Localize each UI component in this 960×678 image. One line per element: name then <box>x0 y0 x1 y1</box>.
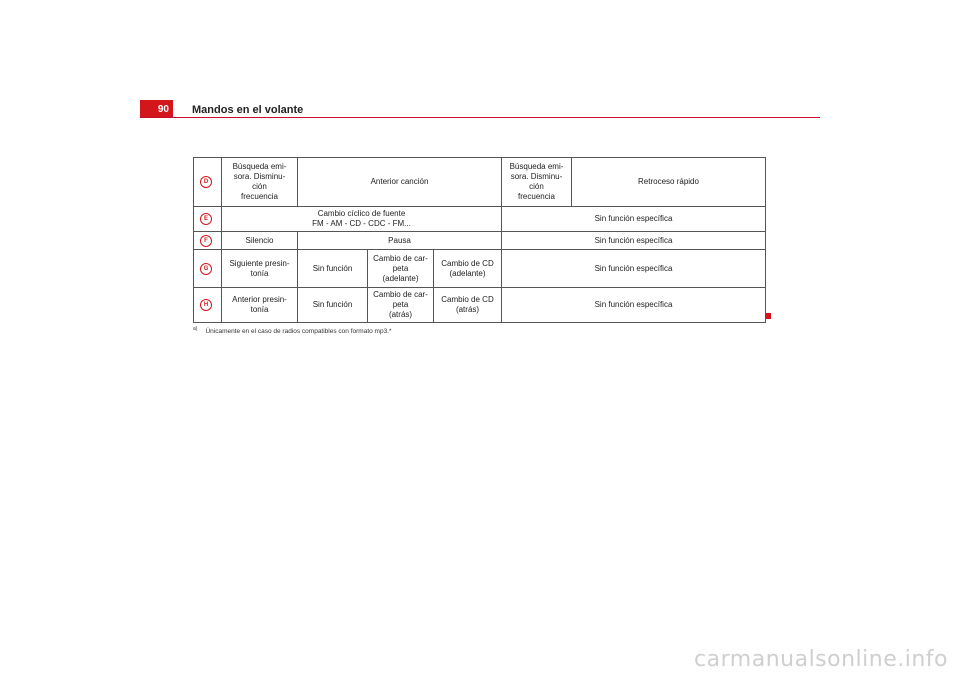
row-key-cell <box>194 288 222 323</box>
table-cell <box>298 158 502 207</box>
cell-text: Cambio de car- peta (adelante) <box>373 253 428 283</box>
cell-text: Pausa <box>388 235 411 245</box>
table-cell <box>502 207 766 232</box>
footnote-text: Únicamente en el caso de radios compatibles con formato mp3.* <box>205 328 392 336</box>
function-table <box>193 157 766 323</box>
page-number: 90 <box>140 100 173 118</box>
cell-text: Anterior presin- tonía <box>232 295 287 314</box>
watermark: carmanualsonline.info <box>694 647 948 672</box>
control-key-badge: E <box>200 213 212 225</box>
cell-text: Sin función específica <box>594 235 673 245</box>
table-cell <box>434 288 502 323</box>
cell-text: Anterior canción <box>370 177 429 186</box>
table-row <box>194 232 766 250</box>
table-cell <box>572 158 766 207</box>
cell-text: Sin función <box>312 263 353 273</box>
cell-text: Retroceso rápido <box>638 177 699 186</box>
section-end-mark <box>765 313 771 319</box>
control-key-badge: F <box>200 235 212 247</box>
cell-text: Búsqueda emi- sora. Disminu- ción frecuencia <box>232 162 287 201</box>
cell-text: Sin función específica <box>594 214 673 223</box>
table-cell <box>368 288 434 323</box>
table-cell <box>298 250 368 288</box>
cell-text: Siguiente presin- tonía <box>229 258 290 278</box>
table-cell <box>502 250 766 288</box>
page-title: Mandos en el volante <box>192 104 304 116</box>
table-row <box>194 207 766 232</box>
cell-text: Cambio de CD (atrás) <box>441 295 494 314</box>
row-key-cell <box>194 232 222 250</box>
table-cell <box>502 288 766 323</box>
cell-text: Cambio cíclico de fuente FM - AM - CD - CDC - FM... <box>312 209 411 228</box>
table-cell <box>502 232 766 250</box>
table-cell <box>222 288 298 323</box>
control-key-badge: G <box>200 263 212 275</box>
table-cell <box>222 207 502 232</box>
table-cell <box>222 158 298 207</box>
table-cell <box>222 232 298 250</box>
cell-text: Cambio de CD (adelante) <box>441 258 494 278</box>
table-cell <box>502 158 572 207</box>
footnote <box>193 326 392 335</box>
table-row <box>194 158 766 207</box>
footnote-marker: a) <box>193 326 198 332</box>
table-cell <box>298 288 368 323</box>
table-cell <box>298 232 502 250</box>
cell-text: Sin función específica <box>594 263 673 273</box>
row-key-cell <box>194 158 222 207</box>
header-rule <box>140 117 820 118</box>
table-row <box>194 250 766 288</box>
row-key-cell <box>194 250 222 288</box>
table-row <box>194 288 766 323</box>
cell-text: Sin función <box>312 300 353 309</box>
page-header <box>140 100 820 118</box>
table-cell <box>222 250 298 288</box>
control-key-badge: H <box>200 299 212 311</box>
cell-text: Cambio de car- peta (atrás) <box>373 290 428 319</box>
row-key-cell <box>194 207 222 232</box>
cell-text: Búsqueda emi- sora. Disminu- ción frecuencia <box>509 162 564 201</box>
cell-text: Silencio <box>245 235 274 245</box>
cell-text: Sin función específica <box>594 300 673 309</box>
control-key-badge: D <box>200 176 212 188</box>
table-cell <box>368 250 434 288</box>
table-cell <box>434 250 502 288</box>
